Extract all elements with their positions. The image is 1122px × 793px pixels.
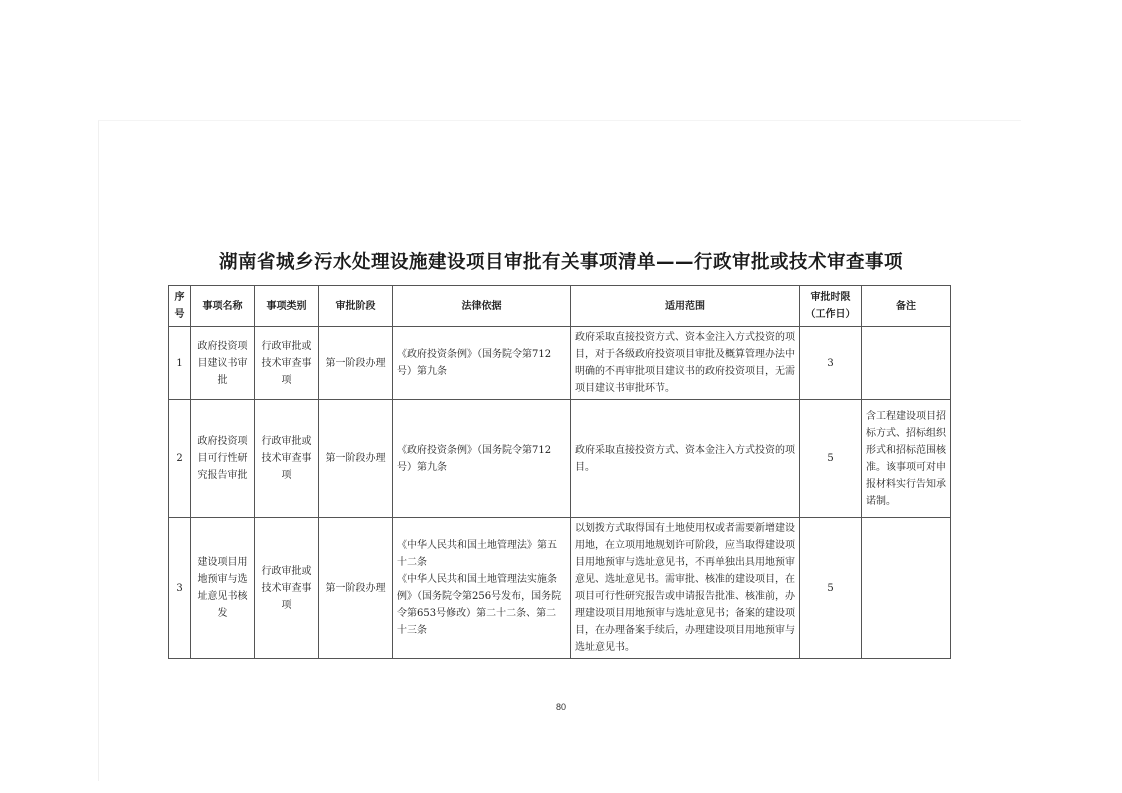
cell-remark	[862, 327, 951, 400]
cell-days: 5	[800, 400, 862, 518]
cell-basis: 《政府投资条例》（国务院令第712号）第九条	[393, 327, 571, 400]
cell-seq: 3	[169, 518, 191, 659]
cell-category: 行政审批或技术审查事项	[255, 400, 319, 518]
page-number: 80	[555, 702, 566, 712]
header-basis: 法律依据	[393, 286, 571, 327]
header-days: 审批时限（工作日）	[800, 286, 862, 327]
table-row	[169, 400, 951, 518]
cell-category: 行政审批或技术审查事项	[255, 518, 319, 659]
cell-name: 政府投资项目建议书审批	[191, 327, 255, 400]
cell-scope: 政府采取直接投资方式、资本金注入方式投资的项目。	[571, 400, 800, 518]
header-scope: 适用范围	[571, 286, 800, 327]
cell-scope: 政府采取直接投资方式、资本金注入方式投资的项目，对于各级政府投资项目审批及概算管理办法中明确的不再审批项目建议书的政府投资项目，无需项目建议书审批环节。	[571, 327, 800, 400]
table-header-row	[169, 286, 951, 327]
table-row	[169, 327, 951, 400]
approval-items-table	[168, 285, 951, 659]
table-row	[169, 518, 951, 659]
header-name: 事项名称	[191, 286, 255, 327]
cell-days: 5	[800, 518, 862, 659]
header-remark: 备注	[862, 286, 951, 327]
document-title: 湖南省城乡污水处理设施建设项目审批有关事项清单——行政审批或技术审查事项	[218, 252, 903, 273]
header-seq: 序号	[169, 286, 191, 327]
cell-remark	[862, 518, 951, 659]
cell-category: 行政审批或技术审查事项	[255, 327, 319, 400]
cell-days: 3	[800, 327, 862, 400]
cell-stage: 第一阶段办理	[319, 518, 393, 659]
cell-name: 政府投资项目可行性研究报告审批	[191, 400, 255, 518]
cell-name: 建设项目用地预审与选址意见书核发	[191, 518, 255, 659]
cell-seq: 1	[169, 327, 191, 400]
cell-basis: 《政府投资条例》（国务院令第712号）第九条	[393, 400, 571, 518]
cell-stage: 第一阶段办理	[319, 327, 393, 400]
cell-scope: 以划拨方式取得国有土地使用权或者需要新增建设用地，在立项用地规划许可阶段，应当取得建设项目用地预审与选址意见书，不再单独出具用地预审意见、选址意见书。需审批、核准的建设项目，在项目可行性研究报告或申请报告批准、核准前，办理建设项目用地预审与选址意见书；备案的建设项目，在办理备案手续后，办理建设项目用地预审与选址意见书。	[571, 518, 800, 659]
cell-stage: 第一阶段办理	[319, 400, 393, 518]
header-category: 事项类别	[255, 286, 319, 327]
header-stage: 审批阶段	[319, 286, 393, 327]
cell-seq: 2	[169, 400, 191, 518]
cell-basis: 《中华人民共和国土地管理法》第五十二条 《中华人民共和国土地管理法实施条例》（国务院令第256号发布，国务院令第653号修改）第二十二条、第二十三条	[393, 518, 571, 659]
cell-remark: 含工程建设项目招标方式、招标组织形式和招标范围核准。该事项可对申报材料实行告知承诺制。	[862, 400, 951, 518]
